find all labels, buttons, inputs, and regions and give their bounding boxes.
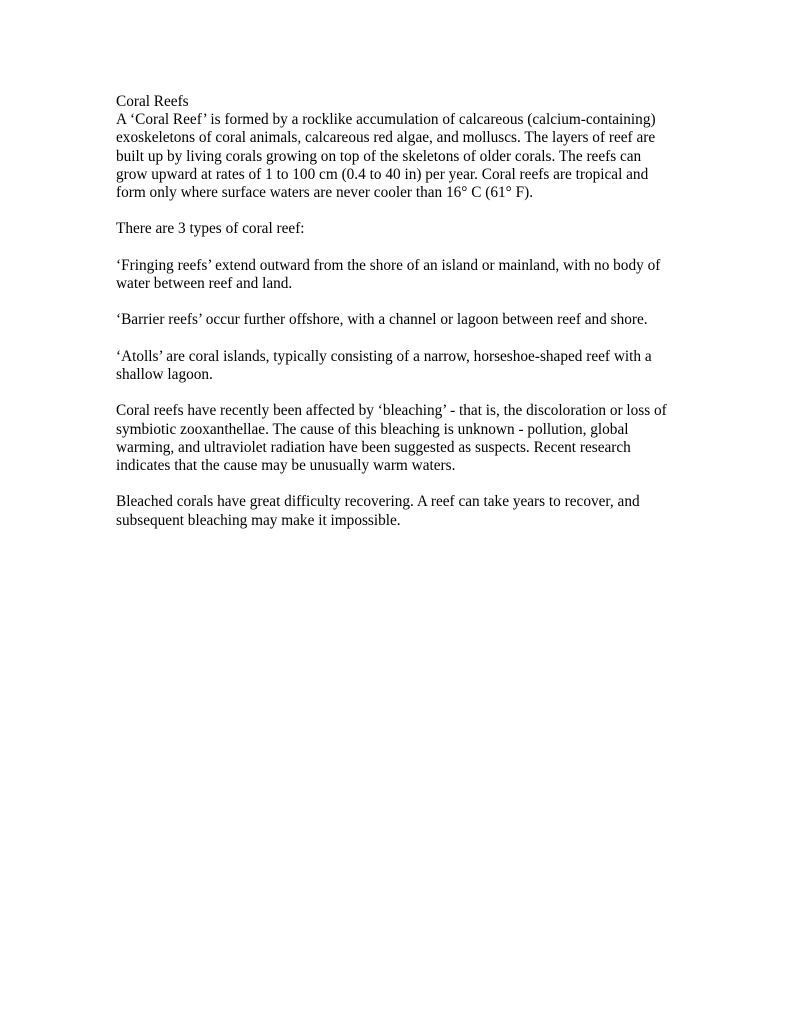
intro-line: A ‘Coral Reef’ is formed by a rocklike accumulation of calcareous (calcium-containing)	[116, 111, 656, 129]
document-title: Coral Reefs	[116, 93, 189, 110]
recovery-line: Bleached corals have great difficulty recovering. A reef can take years to recover, and	[116, 493, 640, 511]
types-heading: There are 3 types of coral reef:	[116, 220, 305, 238]
fringing-line: water between reef and land.	[116, 275, 293, 292]
bleaching-paragraph	[116, 402, 688, 475]
barrier-reefs-paragraph	[116, 311, 688, 329]
bleaching-line: indicates that the cause may be unusually warm waters.	[116, 456, 456, 474]
intro-paragraph	[116, 93, 688, 202]
types-paragraph	[116, 220, 688, 238]
intro-line: exoskeletons of coral animals, calcareous red algae, and molluscs. The layers of reef are	[116, 129, 656, 147]
bleaching-line: Coral reefs have recently been affected by ‘bleaching’ - that is, the discoloration or loss of	[116, 402, 667, 420]
document-body	[116, 93, 688, 548]
bleaching-line: symbiotic zooxanthellae. The cause of this bleaching is unknown - pollution, global	[116, 420, 629, 438]
intro-line: built up by living corals growing on top of the skeletons of older corals. The reefs can	[116, 147, 642, 165]
barrier-line: ‘Barrier reefs’ occur further offshore, with a channel or lagoon between reef and shore.	[116, 311, 648, 329]
fringing-line: ‘Fringing reefs’ extend outward from the shore of an island or mainland, with no body of	[116, 256, 661, 274]
atolls-paragraph	[116, 348, 688, 384]
fringing-reefs-paragraph	[116, 257, 688, 293]
atolls-line: shallow lagoon.	[116, 365, 213, 383]
recovery-line: subsequent bleaching may make it impossible.	[116, 511, 401, 529]
intro-line: grow upward at rates of 1 to 100 cm (0.4 to 40 in) per year. Coral reefs are tropical and	[116, 165, 649, 183]
bleaching-line: warming, and ultraviolet radiation have been suggested as suspects. Recent research	[116, 438, 631, 456]
intro-line: form only where surface waters are never cooler than 16° C (61° F).	[116, 184, 534, 202]
atolls-line: ‘Atolls’ are coral islands, typically consisting of a narrow, horseshoe-shaped reef with a	[116, 347, 652, 365]
recovery-paragraph	[116, 493, 688, 529]
